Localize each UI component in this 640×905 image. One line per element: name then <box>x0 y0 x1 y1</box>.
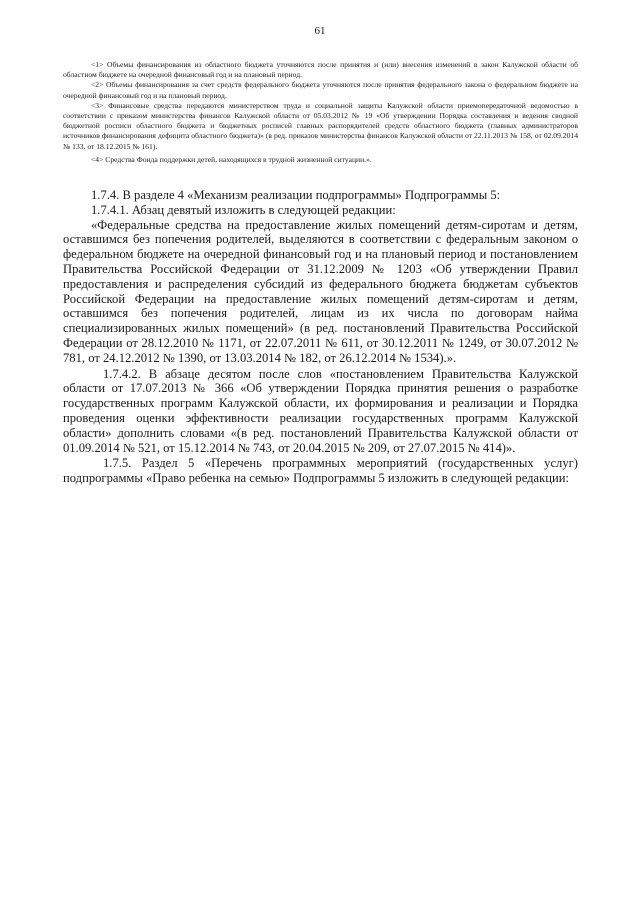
footnote-3: <3> Финансовые средства передаются министерством труда и социальной защиты Калужской области приемопередаточной ведомостью в соответствии с приказом министерства финансов Калужской области от 05.03.2012 № 19 «Об утверждении Порядка составления и ведения сводной бюджетной росписи областного бюджета и бюджетных росписей главных распорядителей средств областного бюджета (главных администраторов источников финансирования дефицита областного бюджета)» (в ред. приказов министерства финансов Калужской области от 22.11.2013 № 158, от 02.09.2014 № 133, от 18.12.2015 № 161). <box>63 100 578 151</box>
footnotes <box>63 60 578 165</box>
paragraph-quoted-federal-funds: «Федеральные средства на предоставление жилых помещений детям-сиротам и детям, оставшимся без попечения родителей, выделяются в соответствии с федеральным законом о федеральном бюджете на очередной финансовый год и на плановый период и постановлением Правительства Российской Федерации от 31.12.2009 № 1203 «Об утверждении Правил предоставления и распределения субсидий из федерального бюджета бюджетам субъектов Российской Федерации на предоставление жилых помещений детям-сиротам и детям, оставшимся без попечения родителей, лицам из их числа по договорам найма специализированных жилых помещений» (в ред. постановлений Правительства Российской Федерации от 28.12.2010 № 1171, от 22.07.2011 № 611, от 30.12.2011 № 1249, от 30.07.2012 № 781, от 24.12.2012 № 1390, от 13.03.2014 № 182, от 26.12.2014 № 1534).». <box>63 217 578 365</box>
paragraph-section-1-7-4: 1.7.4. В разделе 4 «Механизм реализации подпрограммы» Подпрограммы 5: <box>91 188 501 202</box>
page-number: 61 <box>314 25 326 37</box>
paragraph-1-7-5: 1.7.5. Раздел 5 «Перечень программных мероприятий (государственных услуг) подпрограммы «Право ребенка на семью» Подпрограммы 5 изложить в следующей редакции: <box>63 456 578 486</box>
paragraph-1-7-4-2: 1.7.4.2. В абзаце десятом после слов «постановлением Правительства Калужской области от 17.07.2013 № 366 «Об утверждении Порядка принятия решения о разработке государственных программ Калужской области, их формирования и реализации и Порядка проведения оценки эффективности реализации государственных программ Калужской области» дополнить словами «(в ред. постановлений Правительства Калужской области от 01.09.2014 № 521, от 15.12.2014 № 743, от 20.04.2015 № 209, от 27.07.2015 № 414)». <box>63 366 578 455</box>
document-body <box>63 188 578 486</box>
footnote-1: <1> Объемы финансирования из областного бюджета уточняются после принятия и (или) внесения изменений в закон Калужской области об областном бюджете на очередной финансовый год и на плановый период. <box>63 60 578 80</box>
paragraph-1-7-4-1: 1.7.4.1. Абзац девятый изложить в следующей редакции: <box>91 202 396 217</box>
footnote-2: <2> Объемы финансирования за счет средств федерального бюджета уточняются после принятия федерального закона о федеральном бюджете на очередной финансовый год и на плановый период. <box>63 80 578 100</box>
footnote-4: <4> Средства Фонда поддержки детей, находящихся в трудной жизненной ситуации.». <box>91 154 372 164</box>
